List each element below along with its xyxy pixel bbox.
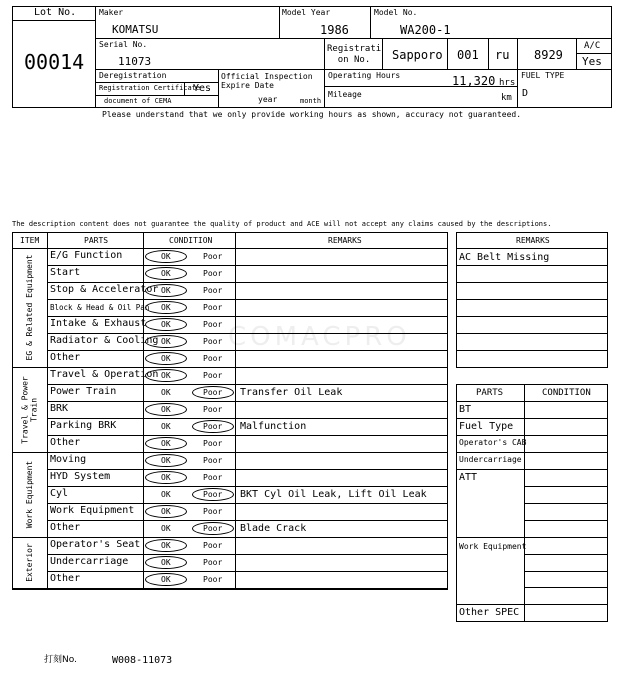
- part-name: Work Equipment: [50, 505, 135, 516]
- part-name: Stop & Accelerator: [50, 284, 159, 295]
- part-name: Operator's Seat: [50, 539, 141, 550]
- fuel-type-label: FUEL TYPE: [521, 71, 565, 80]
- part-name: Other: [50, 573, 81, 584]
- lot-no-label: Lot No.: [34, 7, 77, 18]
- condition-poor: Poor: [203, 269, 223, 278]
- maker-value: KOMATSU: [112, 23, 159, 36]
- condition-poor: Poor: [203, 473, 223, 482]
- condition-circle: [145, 318, 187, 331]
- condition-circle: [145, 437, 187, 450]
- part-name: Other: [50, 437, 81, 448]
- part-name: Start: [50, 267, 81, 278]
- inspection-label: Official Inspection Expire Date: [221, 72, 313, 90]
- condition-ok: OK: [161, 269, 171, 278]
- stamp-label: 打刻No.: [44, 655, 77, 665]
- condition-circle: [145, 573, 187, 586]
- condition-poor: Poor: [203, 541, 223, 550]
- remark-text: Transfer Oil Leak: [240, 387, 343, 398]
- condition-poor: Poor: [203, 320, 223, 329]
- table-row: [47, 571, 448, 588]
- col-condition: CONDITION: [169, 236, 213, 245]
- part-name: Intake & Exhaust: [50, 318, 147, 329]
- condition-circle: [145, 471, 187, 484]
- part-name: Undercarriage: [50, 556, 129, 567]
- right-part-item: Fuel Type: [459, 421, 514, 432]
- condition-ok: OK: [161, 473, 171, 482]
- table-row: [47, 452, 448, 469]
- table-row: [47, 350, 448, 367]
- month-label: month: [300, 97, 322, 105]
- condition-poor: Poor: [203, 405, 223, 414]
- operating-hours-value: 11,320: [452, 74, 496, 88]
- condition-circle: [145, 352, 187, 365]
- condition-circle: [192, 488, 234, 501]
- condition-circle: [145, 403, 187, 416]
- model-year-label: Model Year: [282, 8, 331, 17]
- right-part-item: Other SPEC: [459, 607, 520, 618]
- condition-circle: [192, 420, 234, 433]
- right-part-item: ATT: [459, 472, 478, 483]
- condition-circle: [145, 454, 187, 467]
- remark-text: BKT Cyl Oil Leak, Lift Oil Leak: [240, 489, 427, 500]
- condition-ok: OK: [161, 541, 171, 550]
- km-unit: km: [501, 93, 512, 103]
- reg-num1: 001: [457, 48, 479, 62]
- condition-poor: Poor: [203, 575, 223, 584]
- condition-ok: OK: [161, 490, 171, 499]
- part-name: Cyl: [50, 488, 69, 499]
- reg-cert-value: Yes: [193, 83, 212, 94]
- right-part-item: Undercarriage: [459, 455, 522, 464]
- condition-circle: [145, 505, 187, 518]
- col-parts: PARTS: [84, 236, 109, 245]
- part-name: HYD System: [50, 471, 111, 482]
- condition-circle: [145, 250, 187, 263]
- group-label: Travel & Power Train: [20, 375, 38, 444]
- condition-poor: Poor: [203, 456, 223, 465]
- condition-circle: [145, 556, 187, 569]
- part-name: Block & Head & Oil Pan: [50, 303, 150, 312]
- operating-hours-label: Operating Hours: [328, 71, 401, 80]
- condition-ok: OK: [161, 439, 171, 448]
- group-label: EG & Related Equipment: [24, 254, 34, 360]
- condition-poor: Poor: [203, 524, 223, 533]
- deregistration-label: Deregistration: [99, 71, 167, 80]
- condition-circle: [192, 386, 234, 399]
- lot-no-value: 00014: [24, 50, 85, 74]
- condition-ok: OK: [161, 320, 171, 329]
- ac-value: Yes: [582, 55, 602, 68]
- mileage-label: Mileage: [328, 90, 362, 99]
- condition-ok: OK: [161, 575, 171, 584]
- condition-ok: OK: [161, 252, 171, 261]
- right-col-condition: CONDITION: [542, 388, 591, 398]
- maker-label: Maker: [99, 8, 124, 17]
- group-label: Work Equipment: [24, 460, 34, 528]
- reg-kana: ru: [495, 48, 510, 62]
- condition-ok: OK: [161, 286, 171, 295]
- watermark: COMACPRO: [228, 322, 411, 352]
- condition-ok: OK: [161, 524, 171, 533]
- accuracy-note: Please understand that we only provide working hours as shown, accuracy not guaranteed.: [102, 110, 522, 119]
- right-remarks-header: REMARKS: [516, 236, 550, 245]
- condition-ok: OK: [161, 422, 171, 431]
- reg-cert-label: Registration Certificate: [99, 84, 201, 92]
- condition-ok: OK: [161, 405, 171, 414]
- stamp-value: W008-11073: [112, 655, 173, 666]
- year-label: year: [258, 95, 278, 104]
- part-name: BRK: [50, 403, 69, 414]
- table-row: [47, 265, 448, 282]
- condition-poor: Poor: [203, 354, 223, 363]
- reg-num2: 8929: [534, 48, 563, 62]
- condition-poor: Poor: [203, 371, 223, 380]
- model-no-value: WA200-1: [400, 23, 451, 37]
- disclaimer: The description content does not guarantee the quality of product and ACE will not accept any claims caused by the descriptions.: [12, 220, 552, 228]
- registration-label: Registrati on No.: [327, 44, 382, 65]
- condition-ok: OK: [161, 371, 171, 380]
- condition-poor: Poor: [203, 422, 223, 431]
- condition-ok: OK: [161, 388, 171, 397]
- condition-circle: [192, 522, 234, 535]
- condition-poor: Poor: [203, 337, 223, 346]
- model-year-value: 1986: [320, 23, 349, 37]
- condition-ok: OK: [161, 456, 171, 465]
- model-no-label: Model No.: [374, 8, 418, 17]
- condition-ok: OK: [161, 354, 171, 363]
- condition-poor: Poor: [203, 439, 223, 448]
- doc-cema-label: document of CEMA: [104, 97, 172, 105]
- part-name: Other: [50, 352, 81, 363]
- condition-poor: Poor: [203, 388, 223, 397]
- col-remarks: REMARKS: [328, 236, 362, 245]
- right-remarks-first: AC Belt Missing: [459, 252, 550, 263]
- condition-poor: Poor: [203, 303, 223, 312]
- remark-text: Malfunction: [240, 421, 307, 432]
- table-row: [47, 435, 448, 452]
- condition-poor: Poor: [203, 252, 223, 261]
- condition-circle: [145, 301, 187, 314]
- reg-city: Sapporo: [392, 48, 443, 62]
- right-part-item: BT: [459, 404, 472, 415]
- condition-ok: OK: [161, 303, 171, 312]
- group-label: Exterior: [24, 542, 34, 582]
- right-part-item: Work Equipment: [459, 542, 527, 551]
- right-col-parts: PARTS: [476, 388, 504, 398]
- condition-poor: Poor: [203, 507, 223, 516]
- part-name: Travel & Operation: [50, 369, 159, 380]
- serial-no-value: 11073: [118, 55, 152, 68]
- part-name: Other: [50, 522, 81, 533]
- right-part-item: Operator's CAB: [459, 438, 527, 447]
- condition-poor: Poor: [203, 558, 223, 567]
- condition-ok: OK: [161, 337, 171, 346]
- remark-text: Blade Crack: [240, 523, 307, 534]
- condition-circle: [145, 267, 187, 280]
- col-item: ITEM: [20, 236, 40, 245]
- condition-circle: [145, 335, 187, 348]
- condition-circle: [145, 284, 187, 297]
- condition-ok: OK: [161, 558, 171, 567]
- part-name: Power Train: [50, 386, 117, 397]
- fuel-type-value: D: [522, 88, 529, 99]
- hrs-unit: hrs: [499, 78, 516, 88]
- ac-label: A/C: [584, 41, 601, 51]
- serial-no-label: Serial No.: [99, 40, 148, 49]
- condition-circle: [145, 369, 187, 382]
- condition-circle: [145, 539, 187, 552]
- part-name: Moving: [50, 454, 87, 465]
- part-name: Parking BRK: [50, 420, 117, 431]
- table-row: [47, 401, 448, 418]
- condition-poor: Poor: [203, 286, 223, 295]
- part-name: E/G Function: [50, 250, 123, 261]
- condition-poor: Poor: [203, 490, 223, 499]
- condition-ok: OK: [161, 507, 171, 516]
- part-name: Radiator & Cooling: [50, 335, 159, 346]
